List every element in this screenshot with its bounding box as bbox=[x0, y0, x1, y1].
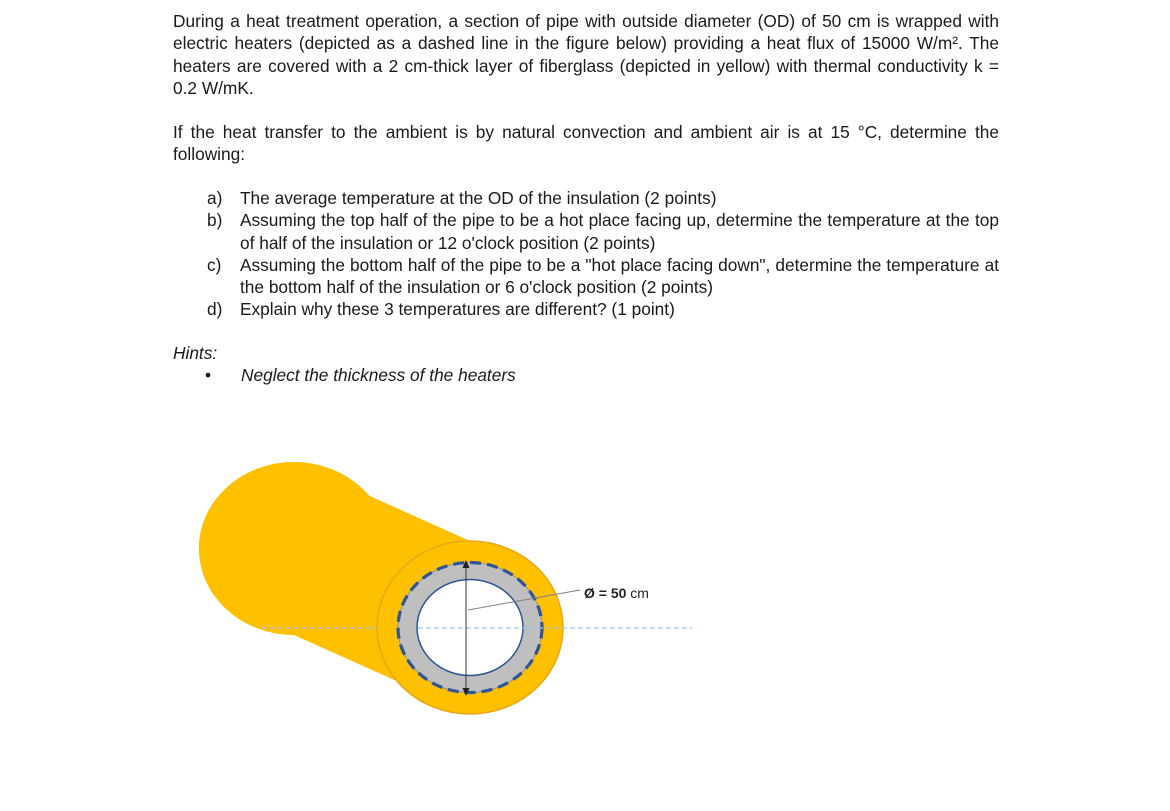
question-text: Assuming the top half of the pipe to be a hot place facing up, determine the temperature at the top of half of the insulation or 12 o'clock position (2 points) bbox=[240, 210, 999, 253]
question-text: Assuming the bottom half of the pipe to be a "hot place facing down", determine the temperature at the bottom half of the insulation or 6 o'clock position (2 points) bbox=[240, 254, 999, 298]
diameter-label bbox=[584, 585, 649, 601]
bullet-icon: • bbox=[205, 365, 212, 385]
question-letter: a) bbox=[207, 188, 223, 208]
problem-paragraph-2: If the heat transfer to the ambient is by natural convection and ambient air is at 15 °C, determine the following: bbox=[173, 122, 999, 165]
diameter-label-value: Ø = 50 bbox=[584, 585, 627, 601]
diameter-label-unit: cm bbox=[626, 585, 649, 601]
hint-text: Neglect the thickness of the heaters bbox=[241, 365, 516, 385]
hints-heading: Hints: bbox=[173, 343, 218, 363]
problem-paragraph-1: During a heat treatment operation, a section of pipe with outside diameter (OD) of 50 cm is wrapped with electric heaters (depicted as a dashed line in the figure below) providing a heat flux of 15000 W/m². The heaters are covered with a 2 cm-thick layer of fiberglass (depicted in yellow) with thermal conductivity k = 0.2 W/mK. bbox=[173, 11, 999, 98]
question-letter: c) bbox=[207, 254, 222, 275]
question-letter: d) bbox=[207, 299, 223, 320]
question-text: Explain why these 3 temperatures are different? (1 point) bbox=[240, 299, 675, 320]
question-letter: b) bbox=[207, 210, 223, 231]
question-text: The average temperature at the OD of the insulation (2 points) bbox=[240, 188, 717, 208]
cylinder-back-cap bbox=[199, 462, 389, 635]
